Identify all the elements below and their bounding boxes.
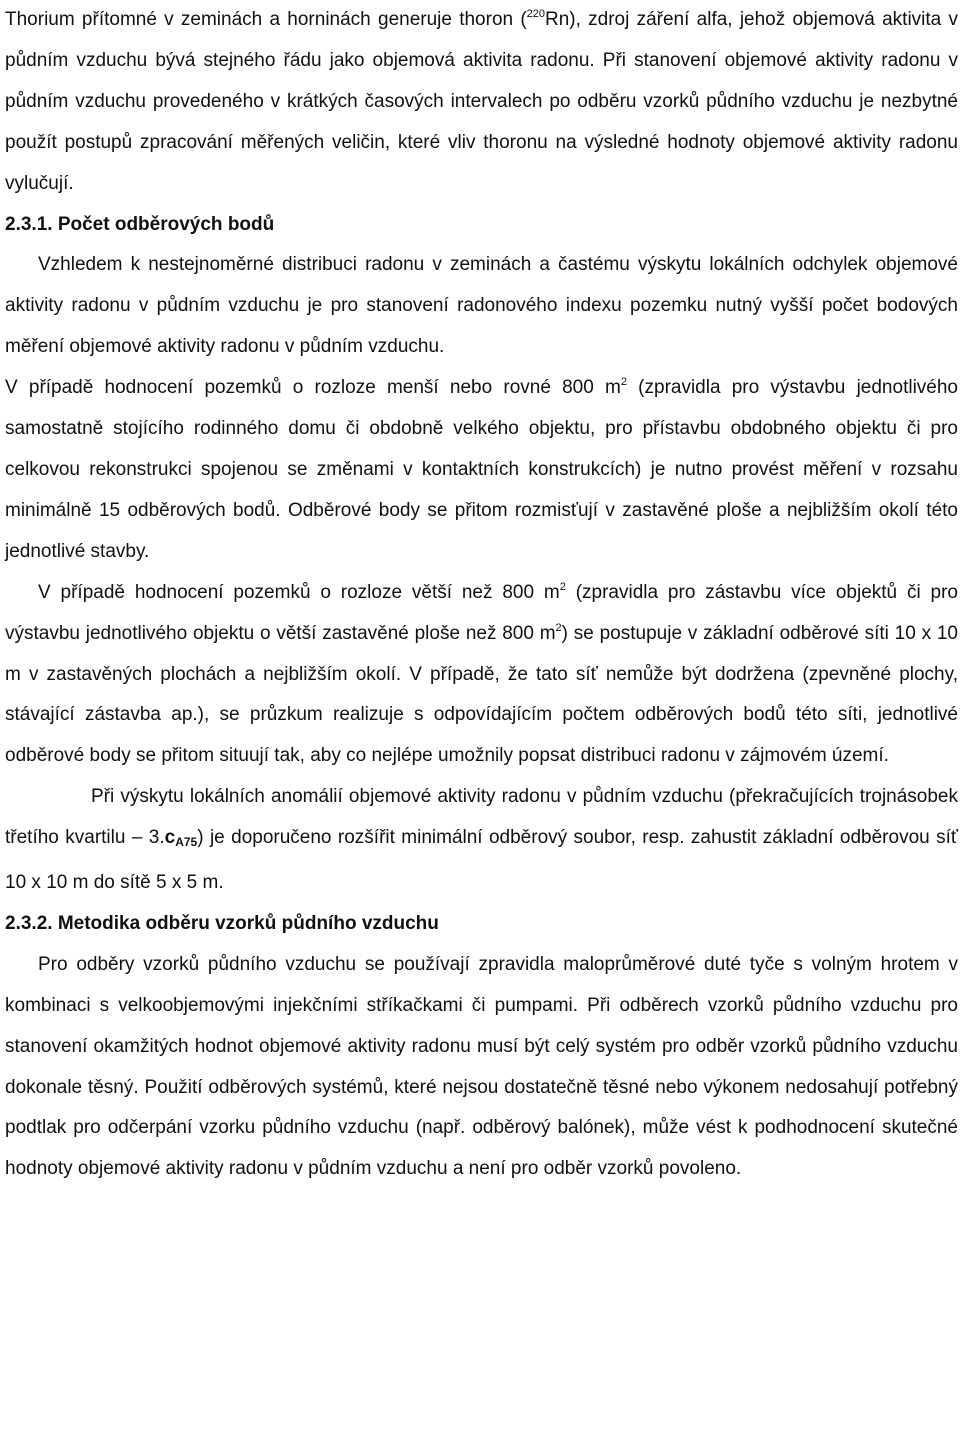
paragraph-anomalies: Při výskytu lokálních anomálií objemové aktivity radonu v půdním vzduchu (překračujících trojnásobek třetího kvartilu – $3.c_{A75}$) je doporučeno rozšířit minimální odběrový soubor, resp. zahustit základní odběrovou síť 10 x 10 m do sítě 5 x 5 m.: [5, 786, 959, 894]
paragraph-sampling-method: Pro odběry vzorků půdního vzduchu se používají zpravidla maloprůměrové duté tyče s volným hrotem v kombinaci s velkoobjemovými injekčními stříkačkami či pumpami. Při odběrech vzorků půdního vzduchu pro stanovení okamžitých hodnot objemové aktivity radonu musí být celý systém pro odběr vzorků půdního vzduchu dokonale těsný. Použití odběrových systémů, které nejsou dostatečně těsné nebo výkonem nedosahují potřebný podtlak pro odčerpání vzorku půdního vzduchu (např. odběrový balónek), může vést k podhodnocení skutečné hodnoty objemové aktivity radonu v půdním vzduchu a není pro odběr vzorků povoleno.: [5, 953, 958, 1180]
superscript-square: 2: [620, 376, 627, 389]
paragraph-thoron: Thorium přítomné v zeminách a horninách generuje thoron ($^{220}$Rn), zdroj záření alfa, jehož objemová aktivita v půdním vzduchu bývá stejného řádu jako objemová aktivita radonu. Při stanovení objemové aktivity radonu v půdním vzduchu provedeného v krátkých časových intervalech po odběru vzorků půdního vzduchu je nezbytné použít postupů zpracování měřených veličin, které vliv thoronu na výsledné hodnoty objemové aktivity radonu vylučují.: [5, 8, 959, 194]
superscript-mass-number: 220: [526, 8, 546, 20]
document-page: [5, 0, 958, 1190]
paragraph-distribution: Vzhledem k nestejnoměrné distribuci radonu v zeminách a častému výskytu lokálních odchylek objemové aktivity radonu v půdním vzduchu je pro stanovení radonového indexu pozemku nutný vyšší počet bodových měření objemové aktivity radonu v půdním vzduchu.: [5, 254, 958, 358]
paragraph-large-plot: V případě hodnocení pozemků o rozloze větší než 800 $m^2$ (zpravidla pro zástavbu více objektů či pro výstavbu jednotlivého objektu o větší zastavěné ploše než 800 $m^2$) se postupuje v základní odběrové síti 10 x 10 m v zastavěných plochách a nejbližším okolí. V případě, že tato síť nemůže být dodržena (zpevněné plochy, stávající zástavba ap.), se průzkum realizuje s odpovídajícím počtem odběrových bodů této síti, jednotlivé odběrové body se přitom situují tak, aby co nejlépe umožnily popsat distribuci radonu v zájmovém území.: [5, 580, 958, 767]
subscript-a75: A75: [175, 835, 198, 850]
section-title: Počet odběrových bodů: [57, 213, 275, 235]
symbol-c: c: [164, 827, 176, 849]
section-number: 2.3.1.: [5, 213, 53, 235]
superscript-square: 2: [559, 580, 566, 593]
superscript-square: 2: [555, 621, 562, 634]
section-heading-2-3-2: [5, 904, 958, 945]
section-number: 2.3.2.: [5, 912, 53, 934]
section-title: Metodika odběru vzorků půdního vzduchu: [57, 912, 439, 934]
paragraph-small-plot: V případě hodnocení pozemků o rozloze menší nebo rovné 800 $m^2$ (zpravidla pro výstavbu jednotlivého samostatně stojícího rodinného domu či obdobně velkého objektu, pro přístavbu obdobného objektu či pro celkovou rekonstrukci spojenou se změnami v kontaktních konstrukcích) je nutno provést měření v rozsahu minimálně 15 odběrových bodů. Odběrové body se přitom rozmisťují v zastavěné ploše a nejbližším okolí této jednotlivé stavby.: [5, 376, 958, 562]
section-heading-2-3-1: [5, 205, 958, 246]
